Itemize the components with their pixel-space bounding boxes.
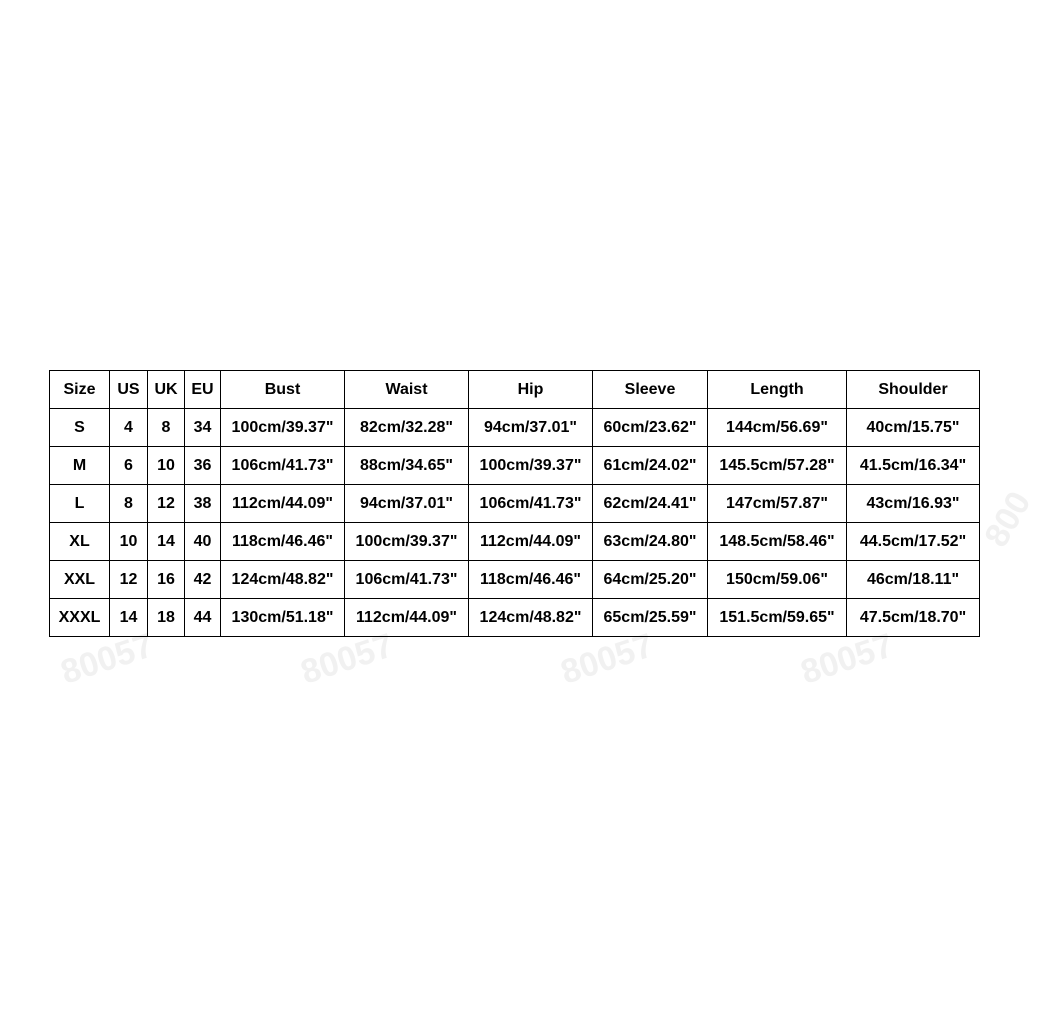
table-cell: 65cm/25.59" <box>593 599 708 637</box>
table-cell: 118cm/46.46" <box>221 523 345 561</box>
table-cell: M <box>50 447 110 485</box>
table-cell: 64cm/25.20" <box>593 561 708 599</box>
header-shoulder: Shoulder <box>847 371 980 409</box>
watermark: 80057 <box>56 626 158 692</box>
table-cell: 148.5cm/58.46" <box>708 523 847 561</box>
table-cell: 14 <box>110 599 148 637</box>
header-waist: Waist <box>345 371 469 409</box>
table-cell: XXXL <box>50 599 110 637</box>
table-cell: 112cm/44.09" <box>221 485 345 523</box>
table-row <box>50 447 980 485</box>
table-cell: 8 <box>148 409 185 447</box>
header-size: Size <box>50 371 110 409</box>
table-row <box>50 523 980 561</box>
table-cell: 100cm/39.37" <box>221 409 345 447</box>
watermark: 80057 <box>796 626 898 692</box>
table-cell: 130cm/51.18" <box>221 599 345 637</box>
header-sleeve: Sleeve <box>593 371 708 409</box>
watermark: 800 <box>977 485 1039 554</box>
table-cell: 150cm/59.06" <box>708 561 847 599</box>
table-cell: 124cm/48.82" <box>221 561 345 599</box>
watermark: 80057 <box>556 626 658 692</box>
table-cell: 38 <box>185 485 221 523</box>
table-cell: 61cm/24.02" <box>593 447 708 485</box>
size-chart-table <box>49 370 980 637</box>
table-cell: 62cm/24.41" <box>593 485 708 523</box>
table-cell: 118cm/46.46" <box>469 561 593 599</box>
table-cell: 8 <box>110 485 148 523</box>
header-row <box>50 371 980 409</box>
table-cell: 144cm/56.69" <box>708 409 847 447</box>
table-cell: 10 <box>110 523 148 561</box>
table-cell: S <box>50 409 110 447</box>
header-length: Length <box>708 371 847 409</box>
table-cell: 4 <box>110 409 148 447</box>
watermark: 80057 <box>296 626 398 692</box>
table-cell: 63cm/24.80" <box>593 523 708 561</box>
table-cell: L <box>50 485 110 523</box>
table-cell: 44.5cm/17.52" <box>847 523 980 561</box>
table-cell: 36 <box>185 447 221 485</box>
table-cell: 106cm/41.73" <box>221 447 345 485</box>
table-cell: 94cm/37.01" <box>469 409 593 447</box>
table-cell: 43cm/16.93" <box>847 485 980 523</box>
table-cell: 147cm/57.87" <box>708 485 847 523</box>
header-uk: UK <box>148 371 185 409</box>
table-cell: 12 <box>110 561 148 599</box>
table-row <box>50 409 980 447</box>
table-cell: 10 <box>148 447 185 485</box>
table-cell: 40 <box>185 523 221 561</box>
table-row <box>50 599 980 637</box>
table-cell: 106cm/41.73" <box>469 485 593 523</box>
table-cell: 46cm/18.11" <box>847 561 980 599</box>
table-cell: 82cm/32.28" <box>345 409 469 447</box>
table-cell: 145.5cm/57.28" <box>708 447 847 485</box>
table-cell: XXL <box>50 561 110 599</box>
table-cell: 60cm/23.62" <box>593 409 708 447</box>
header-eu: EU <box>185 371 221 409</box>
table-cell: 6 <box>110 447 148 485</box>
table-row <box>50 561 980 599</box>
header-us: US <box>110 371 148 409</box>
table-cell: 47.5cm/18.70" <box>847 599 980 637</box>
table-cell: 18 <box>148 599 185 637</box>
table-cell: 44 <box>185 599 221 637</box>
table-cell: 16 <box>148 561 185 599</box>
table-cell: 14 <box>148 523 185 561</box>
table-cell: 124cm/48.82" <box>469 599 593 637</box>
table-cell: 100cm/39.37" <box>469 447 593 485</box>
table-cell: 112cm/44.09" <box>469 523 593 561</box>
header-bust: Bust <box>221 371 345 409</box>
table-cell: 106cm/41.73" <box>345 561 469 599</box>
table-cell: 12 <box>148 485 185 523</box>
table-cell: 112cm/44.09" <box>345 599 469 637</box>
table-cell: 40cm/15.75" <box>847 409 980 447</box>
table-cell: 34 <box>185 409 221 447</box>
table-row <box>50 485 980 523</box>
table-cell: 42 <box>185 561 221 599</box>
table-cell: XL <box>50 523 110 561</box>
header-hip: Hip <box>469 371 593 409</box>
table-cell: 41.5cm/16.34" <box>847 447 980 485</box>
table-cell: 100cm/39.37" <box>345 523 469 561</box>
table-cell: 88cm/34.65" <box>345 447 469 485</box>
table-cell: 151.5cm/59.65" <box>708 599 847 637</box>
table-cell: 94cm/37.01" <box>345 485 469 523</box>
